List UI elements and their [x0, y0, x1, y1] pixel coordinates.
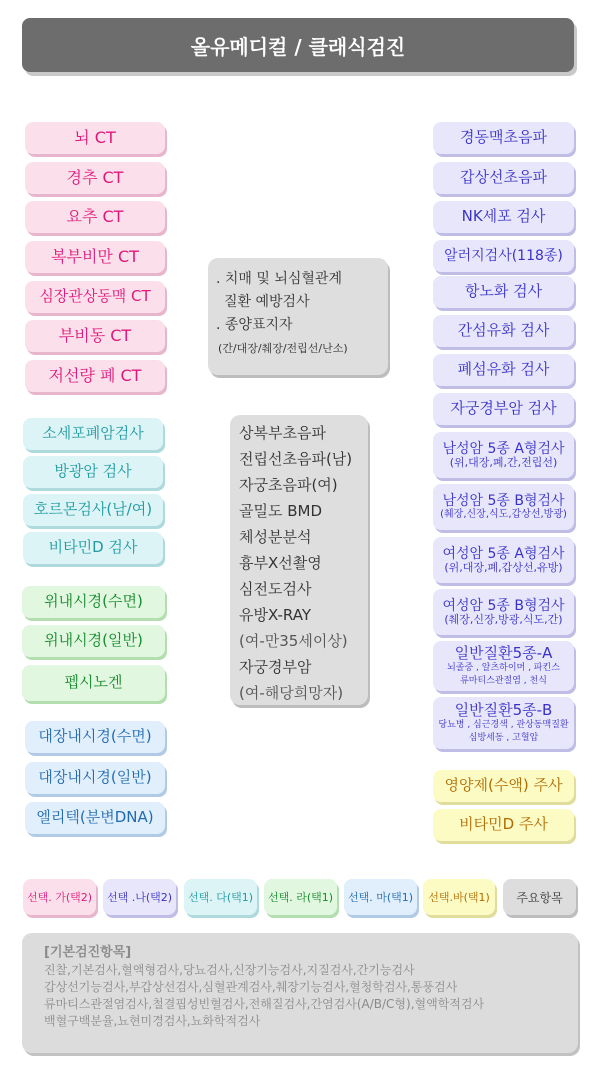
item-label: 위내시경(수면) [44, 592, 143, 611]
main-item: 흉부X선촬영 [239, 554, 322, 572]
item-colonoscopy-normal[interactable] [25, 762, 165, 794]
legend-select-da [184, 879, 257, 915]
item-label: 경동맥초음파 [460, 128, 547, 147]
item-label: 자궁경부암 검사 [450, 399, 557, 418]
item-label: 항노화 검사 [464, 282, 543, 301]
main-item-note: (여-만35세이상) [239, 632, 348, 650]
item-pepsinogen[interactable] [22, 665, 165, 701]
legend-select-ma [344, 879, 417, 915]
main-item: 자궁초음파(여) [239, 476, 338, 494]
main-items-box [230, 415, 368, 705]
item-female-cancer-a[interactable] [433, 537, 574, 583]
item-sublabel: 류마티스관절염 , 천식 [460, 675, 547, 686]
item-nutrient-injection[interactable] [433, 770, 574, 802]
item-sinus-ct[interactable] [25, 320, 165, 352]
item-male-cancer-a[interactable] [433, 432, 574, 478]
item-label: 폐섬유화 검사 [457, 360, 550, 379]
item-sublabel: 뇌졸중 , 알츠하이머 , 파킨스 [447, 663, 560, 674]
item-cervical-ct[interactable] [25, 162, 165, 194]
item-label: 남성암 5종 B형검사 [442, 493, 565, 510]
item-gastroscopy-sleep[interactable] [22, 586, 165, 618]
page-title-text: 올유메디컬 / 클래식검진 [190, 34, 406, 59]
main-item-note: (여-해당희망자) [239, 684, 344, 702]
center-info-line: (간/대장/췌장/전립선/난소) [218, 342, 348, 355]
item-label: 일반질환5종-B [454, 701, 553, 720]
item-allergy-test[interactable] [433, 240, 574, 272]
item-vitamin-d-test[interactable] [23, 532, 163, 564]
item-low-dose-lung-ct[interactable] [25, 360, 165, 392]
legend-label: 선택.바(택1) [428, 891, 490, 904]
item-label: 일반질환5종-A [454, 644, 553, 663]
item-lumbar-ct[interactable] [25, 201, 165, 233]
item-label: 여성암 5종 B형검사 [442, 597, 565, 614]
basic-checkup-line: 진찰,기본검사,혈액형검사,당뇨검사,신장기능검사,지질검사,간기능검사 [44, 963, 415, 977]
main-item: 자궁경부암 [239, 658, 312, 676]
item-label: 요추 CT [66, 206, 124, 226]
item-label: 심장관상동맥 CT [39, 287, 151, 306]
item-cervical-cancer-test[interactable] [433, 393, 574, 425]
legend-label: 선택. 가(택2) [26, 891, 93, 904]
item-small-cell-lung[interactable] [23, 418, 163, 450]
item-label: 여성암 5종 A형검사 [442, 545, 565, 562]
center-info-line: . 치매 및 뇌심혈관계 [216, 271, 342, 287]
item-nk-cell-test[interactable] [433, 201, 574, 233]
center-info-line: . 종양표지자 [216, 317, 293, 333]
item-brain-ct[interactable] [25, 122, 165, 154]
item-label: 영양제(수액) 주사 [444, 776, 563, 795]
item-general-disease-a[interactable] [433, 641, 574, 691]
item-carotid-ultrasound[interactable] [433, 122, 574, 154]
legend-label: 주요항목 [516, 890, 563, 905]
item-label: 비타민D 검사 [48, 538, 138, 557]
item-label: 위내시경(일반) [44, 631, 143, 650]
main-item: 전립선초음파(남) [239, 450, 353, 468]
item-label: 대장내시경(수면) [38, 727, 152, 746]
item-label: 뇌 CT [74, 127, 116, 147]
item-general-disease-b[interactable] [433, 697, 574, 749]
item-label: NK세포 검사 [461, 207, 546, 226]
legend-main-items [503, 879, 576, 915]
legend-select-ga [23, 879, 96, 915]
item-label: 경추 CT [66, 167, 124, 187]
item-sublabel: (위,대장,폐,간,전립선) [449, 455, 558, 469]
legend-label: 선택. 마(택1) [347, 891, 414, 904]
item-label: 간섬유화 검사 [457, 321, 550, 340]
legend-select-ra [264, 879, 337, 915]
item-female-cancer-b[interactable] [433, 589, 574, 635]
basic-checkup-line: 갑상선기능검사,부갑상선검사,심혈관계검사,췌장기능검사,혈청학검사,통풍검사 [44, 980, 458, 994]
main-item: 체성분분석 [239, 528, 312, 546]
page-title [22, 18, 574, 72]
item-sublabel: (췌장,신장,식도,갑상선,방광) [440, 509, 567, 521]
item-thyroid-ultrasound[interactable] [433, 162, 574, 194]
item-label: 복부비만 CT [51, 246, 139, 266]
legend-label: 선택 .나(택2) [106, 891, 173, 904]
item-sublabel: (위,대장,폐,갑상선,유방) [444, 560, 563, 574]
main-item: 유방X-RAY [239, 606, 311, 624]
legend-select-na [103, 879, 176, 915]
basic-checkup-line: 백혈구백분율,뇨현미경검사,뇨화학적검사 [44, 1014, 261, 1028]
item-label: 엘리텍(분변DNA) [36, 808, 154, 827]
item-sublabel: 심방세동 , 고혈압 [468, 732, 539, 743]
legend-select-ba [423, 879, 495, 915]
item-male-cancer-b[interactable] [433, 484, 574, 530]
item-colonoscopy-sleep[interactable] [25, 721, 165, 753]
item-gastroscopy-normal[interactable] [22, 625, 165, 657]
item-abdominal-obesity-ct[interactable] [25, 241, 165, 273]
basic-checkup-title: [기본검진항목] [44, 945, 132, 960]
main-item: 골밀도 BMD [239, 502, 323, 520]
legend-label: 선택. 다(택1) [187, 891, 254, 904]
item-label: 펩시노겐 [64, 673, 123, 692]
legend-label: 선택. 라(택1) [267, 891, 334, 904]
item-lung-fibrosis-test[interactable] [433, 354, 574, 386]
item-coronary-ct[interactable] [25, 281, 165, 313]
item-label: 비타민D 주사 [459, 815, 548, 834]
item-label: 갑상선초음파 [460, 168, 547, 187]
main-item: 심전도검사 [239, 580, 312, 598]
item-hormone-test[interactable] [23, 494, 163, 526]
item-label: 부비동 CT [58, 325, 132, 345]
item-sublabel: (췌장,신장,방광,식도,간) [444, 612, 563, 626]
item-label: 저선량 폐 CT [48, 365, 142, 385]
item-fecal-dna[interactable] [25, 802, 165, 834]
item-vitamin-d-injection[interactable] [433, 809, 574, 841]
item-label: 호르몬검사(남/여) [33, 500, 153, 519]
item-label: 소세포폐암검사 [42, 424, 144, 443]
item-bladder-cancer[interactable] [23, 456, 163, 488]
item-anti-aging-test[interactable] [433, 276, 574, 308]
center-info-box [208, 258, 388, 375]
item-liver-fibrosis-test[interactable] [433, 315, 574, 347]
basic-checkup-line: 류마티스관절염검사,철결핍성빈혈검사,전해질검사,간염검사(A/B/C형),혈액학적검사 [44, 997, 485, 1011]
item-label: 방광암 검사 [54, 462, 132, 481]
item-sublabel: 당뇨병 , 심근경색 , 관상동맥질환 [438, 720, 569, 731]
item-label: 대장내시경(일반) [38, 768, 152, 787]
item-label: 남성암 5종 A형검사 [442, 440, 565, 457]
main-item: 상복부초음파 [239, 424, 326, 442]
center-info-line: 질환 예방검사 [224, 294, 310, 310]
item-label: 알러지검사(118종) [444, 247, 563, 264]
basic-checkup-box [22, 933, 578, 1053]
